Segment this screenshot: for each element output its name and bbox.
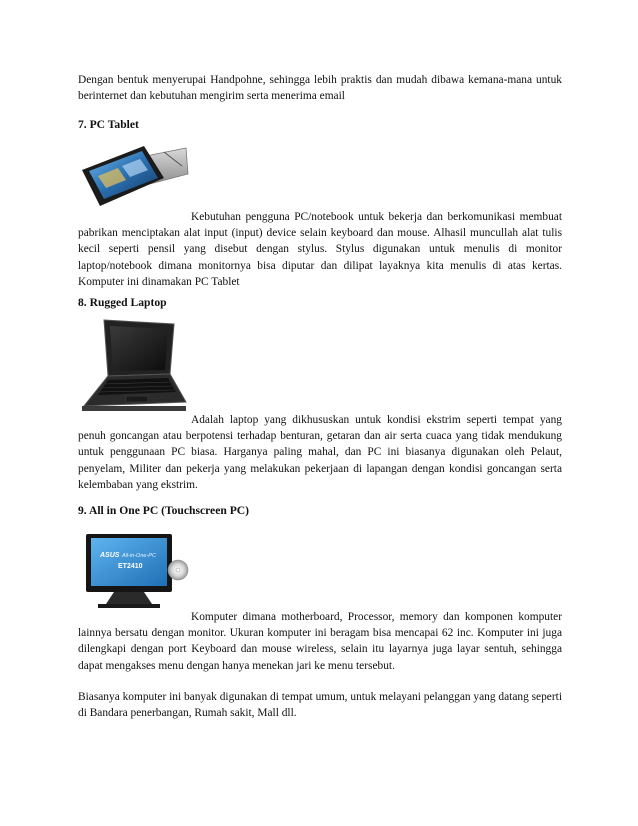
aio-screen-subtitle: All-in-One-PC [122,553,156,559]
all-in-one-pc-paragraph [78,609,562,674]
heading-all-in-one-pc: 9. All in One PC (Touchscreen PC) [78,504,250,517]
intro-paragraph: Dengan bentuk menyerupai Handpohne, sehingga lebih praktis dan mudah dibawa kemana-mana untuk berinternet dan kebutuhan mengirim serta menerima email [78,74,562,103]
pc-tablet-text: Kebutuhan pengguna PC/notebook untuk bekerja dan berkomunikasi membuat pabrikan menciptakan alat input (input) device selain keyboard dan mouse. Alhasil muncullah alat tulis kecil seperti pensil yang disebut dengan stylus. Stylus digunakan untuk menulis di monitor laptop/notebook dimana monitornya bisa diputar dan dilipat layaknya kita menulis di atas kertas. Komputer ini dinamakan PC Tablet [78,211,562,288]
aio-screen-model: ET2410 [118,563,143,570]
all-in-one-pc-photo [78,530,190,616]
rugged-laptop-paragraph [78,412,562,493]
all-in-one-pc-text: Komputer dimana motherboard, Processor, memory dan komponen komputer lainnya bersatu dengan monitor. Ukuran komputer ini beragam bisa mencapai 62 inc. Komputer ini juga dilengkapi dengan port Keyboard dan mouse wireless, selain itu layarnya juga layar sentuh, sehingga dapat mengakses menu dengan hanya menekan jari ke menu tersebut. [78,611,562,672]
tablet-pc-photo [78,140,190,210]
heading-rugged-laptop: 8. Rugged Laptop [78,296,167,309]
pc-tablet-paragraph [78,209,562,290]
rugged-laptop-text: Adalah laptop yang dikhususkan untuk kondisi ekstrim seperti tempat yang penuh goncangan atau berpotensi terhadap benturan, getaran dan air serta cuaca yang tidak mendukung untuk penggunaan PC biasa. Harganya paling mahal, dan PC ini biasanya digunakan oleh Pelaut, penyelam, Militer dan pekerja yang melakukan pekerjaan di lapangan dengan kondisi goncangan serta kelembaban yang ekstrim. [78,414,562,491]
rugged-laptop-photo [78,318,190,414]
heading-pc-tablet: 7. PC Tablet [78,118,139,131]
closing-paragraph: Biasanya komputer ini banyak digunakan di tempat umum, untuk melayani pelanggan yang datang seperti di Bandara penerbangan, Rumah sakit, Mall dll. [78,691,562,720]
aio-screen-brand: ASUS [100,552,120,559]
